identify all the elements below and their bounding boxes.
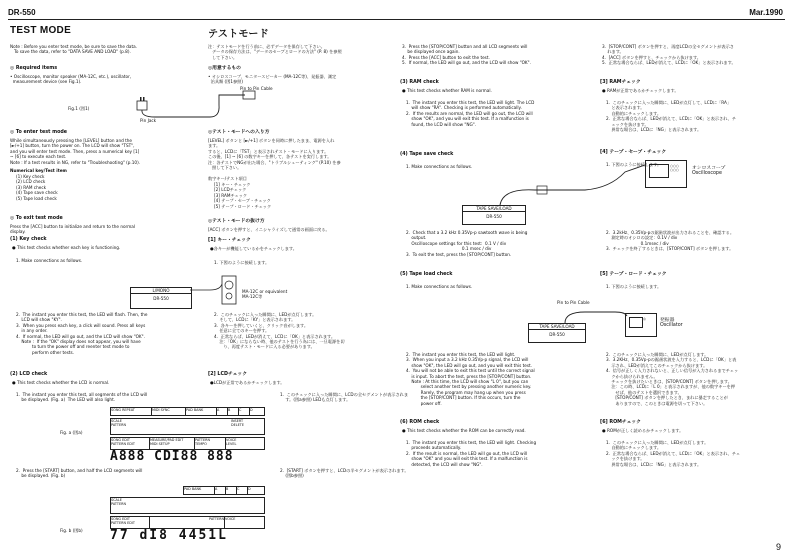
ram-check-title-jp: [3] RAMチェック — [600, 80, 641, 85]
lcd-check-steps-cont: 3. Press the [STOP/CONT] button and all LCD segments will be displayed once again. 4. Press the [ACC] button to exit the test. 5. If normal, the LED will go out, and the LCD will show "OK". — [402, 44, 531, 66]
lcd-check-step2-jp: 2. [START] ボタンを押すと、LCDの半セグメントが表示されます。 (図b参照) — [280, 468, 409, 479]
tape-save-steps-jp: 2. 3.2kHz、0.35Vp-pの鋸歯状波が出力されることを、確認する。 測定時のオシロの設定：0.1V / div 0.1msec / div 3. チェックを終了するときは、[STOP/CONT] ボタンを押します。 — [606, 230, 735, 252]
tape-load-step1-jp: 1. 下図のように接続します。 — [606, 284, 662, 289]
key-check-bullet: ● This test checks whether each key is functioning. — [12, 245, 121, 250]
numkey-title-jp: 数字キー/テスト項目 — [208, 176, 247, 181]
required-items-text-jp: • オシロスコープ、モニタースピーカー (MA-12C等)、発振器、測定 治具類 (図1参照) — [208, 74, 337, 85]
tape-save-title: (4) Tape save check — [400, 152, 454, 157]
header-rule — [8, 19, 785, 20]
ram-check-bullet-jp: ● RAMが正常であるかチェックします。 — [602, 88, 679, 93]
list-item: [4] テープ・セーブ・チェック — [214, 198, 271, 204]
header-date: Mar.1990 — [749, 8, 783, 17]
save-note-jp: 注：テストモードを行う前に、必ずデータを保存して下さい。 データの保存方法は、"データのセーブとロードの方法" (P. 8) を参照 して下さい。 — [208, 44, 342, 60]
lcd-seg-label: SONG EDIT PATTERN EDIT — [111, 438, 150, 449]
enter-test-mode-title-jp: ◎テスト・モードへの入り方 — [208, 130, 270, 135]
list-item: (3) RAM check — [16, 184, 47, 190]
rom-check-steps: 1. The instant you enter this test, the LED will light. Checking proceeds automatically. 2. If the result is normal, the LED will go out, the LCD will show "OK" and you will exit this test. If a malfunction is detected, the LCD will show "NG". — [406, 440, 537, 467]
key-check-title-jp: [1] キー・チェック — [208, 238, 251, 243]
tape-load-steps-jp: 2. このチェックに入った瞬間に、LEDが点灯します。 3. 3.2KHz、0.35Vp-pの鋸歯状波を入力すると、LCDに「OK」と表 示され、LEDが消えてこのチェックから抜けます。 4. 信号が正しく入力されないと、正しい信号が入力されるまでチェッ クから抜けられません。 チェックを抜けたいときは、[STOP/CONT] ボタンを押します。 注：この時、LCDに「L 0」と表示されますが、他の数字キーを押 せば、他のテストを選択できます。 [STOP/CONT] ボタンを押したとき、まれに暴走することが ありますので、このときは電源を切って下さい。 — [606, 352, 739, 406]
oscillator-label: 発振器 Oscillator — [660, 318, 683, 329]
lcd-seg-label: MIDI SYNC — [152, 408, 186, 415]
lcd-seg-label: PATTERN — [111, 423, 126, 427]
ram-check-bullet: ● This test checks whether RAM is normal. — [402, 88, 492, 93]
lcd-check-bullet: ● This test checks whether the LCD is normal. — [12, 380, 110, 385]
lcd-check-title-jp: [2] LCDチェック — [208, 372, 247, 377]
lcd-check-step1: 1. The instant you enter this test, all segments of the LCD will be displayed. (Fig. a) The LED will also light. — [16, 392, 148, 403]
list-item: (1) Key check — [16, 174, 45, 179]
exit-test-mode-text-jp: [ACC] ボタンを押すと、イニシャライズして通常の画面に戻る。 — [208, 227, 330, 232]
rom-check-steps-jp: 1. このチェックに入った瞬間に、LEDが点灯します。 自動的にチェックします。 2. 正常な場合ならば、LEDが消えて、LCDに「OK」と表示され、チェ ックを抜けます。 異常な場合は、LCDに「NG」と表示されます。 — [606, 440, 741, 467]
lcd-check-step1-jp: 1. このチェックに入った瞬間に、LCDの全セグメントが表示されま す。(図a参照) LEDも点灯します。 — [280, 392, 409, 403]
list-item: [5] テープ・ロード・チェック — [214, 203, 272, 209]
list-item: [1] キー・チェック — [214, 182, 251, 187]
l-mono-label: L/MONO — [131, 288, 191, 294]
key-check-step1: 1. Make connections as follows. — [16, 258, 83, 263]
lcd-seg-label: SONG EDIT PATTERN EDIT — [111, 517, 150, 528]
enter-test-mode-text: While simultaneously pressing the [LEVEL] button and the [►/+1] button, turn the power on. The LCD will show "TST", and you will enter test mode. Then, press a numerical key [1] ~ [6] to execute each test. Note : If a test results in NG, refer to "Troubleshooting" (p.10). — [10, 138, 141, 165]
required-items-title: ◎ Required items — [10, 66, 58, 71]
key-check-title: (1) Key check — [10, 237, 47, 242]
list-item: (5) Tape load check — [16, 195, 57, 201]
dr550-label: DR-550 — [153, 296, 169, 301]
pin-cable-label: Pin to Pin Cable — [240, 86, 273, 91]
tape-save-steps: 2. Check that a 3.2 kHz 0.35Vp-p sawtooth wave is being output. Oscilloscope settings for this test: 0.1 V / div 0.1 msec / div 3. To exit the test, press the [STOP/CONT] button. — [406, 230, 528, 257]
lcd-figure-a — [110, 407, 265, 464]
list-item: [2] LCDチェック — [214, 187, 247, 193]
lcd-seg-label: C — [239, 408, 250, 415]
tape-load-title-jp: [5] テープ・ロード・チェック — [600, 272, 667, 277]
speaker-cable — [190, 276, 250, 306]
dr550-label: DR-550 — [549, 332, 565, 337]
list-item: (2) LCD check — [16, 179, 46, 185]
ram-check-title: (3) RAM check — [400, 80, 439, 85]
tape-load-cable — [555, 306, 635, 336]
fig-b-label: Fig. b (図b) — [60, 528, 83, 533]
lcd-b-row1 — [183, 486, 265, 495]
oscillator-panel — [629, 317, 643, 328]
tape-save-load-label: TAPE SAVE/LOAD — [463, 206, 525, 212]
required-items-text: • Oscilloscope, monitor speaker (MA-12C, etc.), oscillator, measurement device (see Fig.1). — [10, 74, 132, 85]
lcd-seg-label: PAD BANK — [184, 487, 215, 494]
tape-save-load-label: TAPE SAVE/LOAD — [529, 324, 585, 330]
numkey-title: Numerical key/Test item — [10, 168, 67, 173]
enter-test-mode-text-jp: [LEVEL] ボタンと [►/+1] ボタンを同時に押したまま、電源を入れ ます。 すると、LCDに「TST」と表示されテスト・モードに入ります。 この後、[1] ~ [6] の数字キーを押して、各テストを実行します。 注：各テストでNGが出た場合、"トラブルシューティング" (P.10) を参 照して下さい。 — [208, 138, 341, 171]
lcd-seg-label: A — [217, 408, 228, 415]
lcd-seg-label: PAD BANK — [186, 408, 217, 415]
tape-save-step1: 1. Make connections as follows. — [406, 164, 473, 169]
test-mode-title: TEST MODE — [10, 25, 72, 36]
lcd-check-title: (2) LCD check — [10, 372, 48, 377]
dr550-label: DR-550 — [486, 214, 502, 219]
rom-check-bullet: ● This test checks whether the ROM can be correctly read. — [402, 428, 526, 433]
oscilloscope-knobs: ○○○ ○○○ — [670, 164, 679, 172]
tape-load-step1: 1. Make connections as follows. — [406, 284, 473, 289]
lcd-seg-label: MEASURE/PAD EDIT MIDI SETUP — [150, 438, 195, 449]
key-check-step1-jp: 1. 下図のように接続します。 — [214, 260, 270, 265]
exit-test-mode-title-jp: ◎テスト・モードの抜け方 — [208, 219, 265, 224]
ma12c-label: MA-12C or equivalent MA-12C等 — [242, 289, 288, 300]
lcd-seg-label: PATTERN — [150, 517, 225, 528]
lcd-seg-label: VOICE LEVEL — [226, 438, 237, 446]
lcd-seg-label: A — [215, 487, 226, 494]
enter-test-mode-title: ◎ To enter test mode — [10, 130, 68, 135]
lcd-seg-label: SCALE — [111, 419, 122, 423]
tape-save-title-jp: [4] テープ・セーブ・チェック — [600, 150, 667, 155]
rom-check-title-jp: [6] ROMチェック — [600, 420, 641, 425]
lcd-seg-label: C — [237, 487, 248, 494]
oscilloscope-label: オシロスコープ Oscilloscope — [692, 166, 726, 177]
key-check-steps-jp: 2. このチェックに入った瞬間に、LEDが点灯します。 そして、LCDに「KY」と表示されます。 3. 各キーを押していくと、クリック音がします。 任意に全てのキーを押す。 4. 正常ならば、LEDが消えて、LCDに「OK」と表示されます。 注：「OK」にならない時、他のテストを行う為には、一旦電源を切 り、再度テスト・モードに入る必要があります。 — [214, 312, 345, 350]
page-number: 9 — [775, 542, 781, 552]
list-item: [3] RAMチェック — [214, 192, 248, 198]
lcd-a-row1 — [110, 407, 265, 416]
key-check-bullet-jp: ●各キーが機能しているかをチェックします。 — [210, 246, 297, 251]
lcd-seg-label: D — [248, 487, 251, 491]
exit-test-mode-text: Press the [ACC] button to initialize and return to the normal display. — [10, 224, 136, 235]
lcd-seg-label: SONG REPEAT — [111, 408, 152, 415]
lcd-seg-label: D — [250, 408, 253, 412]
list-item: (4) Tape save check — [16, 190, 58, 196]
pin-cable-label-load: Pin to Pin Cable — [557, 300, 590, 305]
lcd-seg-label: DELETE — [231, 423, 244, 427]
rom-check-bullet-jp: ● ROMが正しく読めるかチェックします。 — [602, 428, 684, 433]
lcd-check-steps-cont-jp: 3. [STOP/CONT] ボタンを押すと、再度LCDの全セグメントが表示さ れます。 4. [ACC] ボタンを押すと、チェックから抜けます。 5. 正常な場合ならば、LEDが消えて、LCDに「OK」と表示されます。 — [602, 44, 736, 66]
lcd-check-step2: 2. Press the [START] button, and half the LCD segments will be displayed. (Fig. b) — [16, 468, 143, 479]
lcd-seg-label: B — [228, 408, 239, 415]
lcd-seg-label: SCALE — [111, 498, 122, 502]
ram-check-steps: 1. The instant you enter this test, the LED will light. The LCD will show "RA". Checking is performed automatically. 2. If the results are normal, the LED will go out, the LCD will show "OK", and you will exit this test. If a malfunction is found, the LCD will show "NG". — [406, 100, 535, 127]
numkey-list — [16, 174, 58, 201]
test-mode-title-jp: テストモード — [208, 29, 269, 40]
oscillator-knob: ◎ — [643, 317, 646, 321]
tape-load-title: (5) Tape load check — [400, 272, 453, 277]
ram-check-steps-jp: 1. このチェックに入った瞬間に、LEDが点灯して、LCDに「RA」 と表示されます。 自動的にチェックします。 2. 正常な場合ならば、LEDが消えて、LCDに「OK」と表示され、チ ェックを抜けます。 異常な場合は、LCDに「NG」と表示されます。 — [606, 100, 737, 133]
exit-test-mode-title: ◎ To exit test mode — [10, 216, 63, 221]
lcd-seg-label: B — [226, 487, 237, 494]
oscillator-box — [625, 313, 657, 337]
key-check-steps: 2. The instant you enter this test, the LED will flash. Then, the LCD will show "KY". 3. When you press each key, a click will sound. Press all keys in any order. 4. If normal, the LED will go out, and the LCD will show "OK". Note : If the "OK" display does not appear, you will have to turn the power off and reenter test mode to perform other tests. — [16, 312, 148, 355]
save-note: Note : Before you enter test mode, be sure to save the data. To save the data, refer to "DATA SAVE AND LOAD" (p.8). — [10, 44, 138, 55]
lcd-seg-label: PATTERN — [111, 502, 126, 506]
lcd-seg-label: INSERT — [231, 419, 244, 423]
lcd-b-scale-pattern — [110, 497, 265, 514]
lcd-a-scale-pattern — [110, 418, 265, 435]
header-model: DR-550 — [8, 8, 36, 17]
lcd-b-digits: 77 dI8 4451L — [110, 528, 228, 543]
lcd-seg-label: VOICE — [225, 517, 236, 521]
tape-save-step1-jp: 1. 下図のように接続します。 — [606, 162, 662, 167]
dr550-unit-box — [130, 287, 192, 309]
tape-load-steps: 2. The instant you enter this test, the LED will light. 3. When you input a 3.2 kHz 0.35Vp-p signal, the LCD will show "OK", the LED will go out, and you will exit this test. 4. You will not be able to exit this test until the correct signal is input. To abort the test, press the [STOP/CONT] button. Note : At this time, the LCD will show "L 0", but you can select another test by pressing another numeric key. Rarely, the program may hang up when you press the [STOP/CONT] button. If this occurs, turn the power off. — [406, 352, 535, 406]
lcd-seg-label: PATTERN TEMPO — [195, 438, 226, 449]
fig1-label: Fig.1 (図1) — [68, 106, 90, 111]
pin-jack-label: Pin Jack — [140, 118, 157, 123]
rom-check-title: (6) ROM check — [400, 420, 440, 425]
required-items-title-jp: ◎用意するもの — [208, 66, 241, 71]
lcd-figure-b — [110, 486, 265, 543]
fig-a-label: Fig. a (図a) — [60, 430, 83, 435]
numkey-list-jp — [214, 182, 271, 209]
lcd-a-digits: A888 CDI88 888 — [110, 449, 234, 464]
lcd-check-bullet-jp: ●LCDが正常であるかチェックします。 — [210, 380, 285, 385]
